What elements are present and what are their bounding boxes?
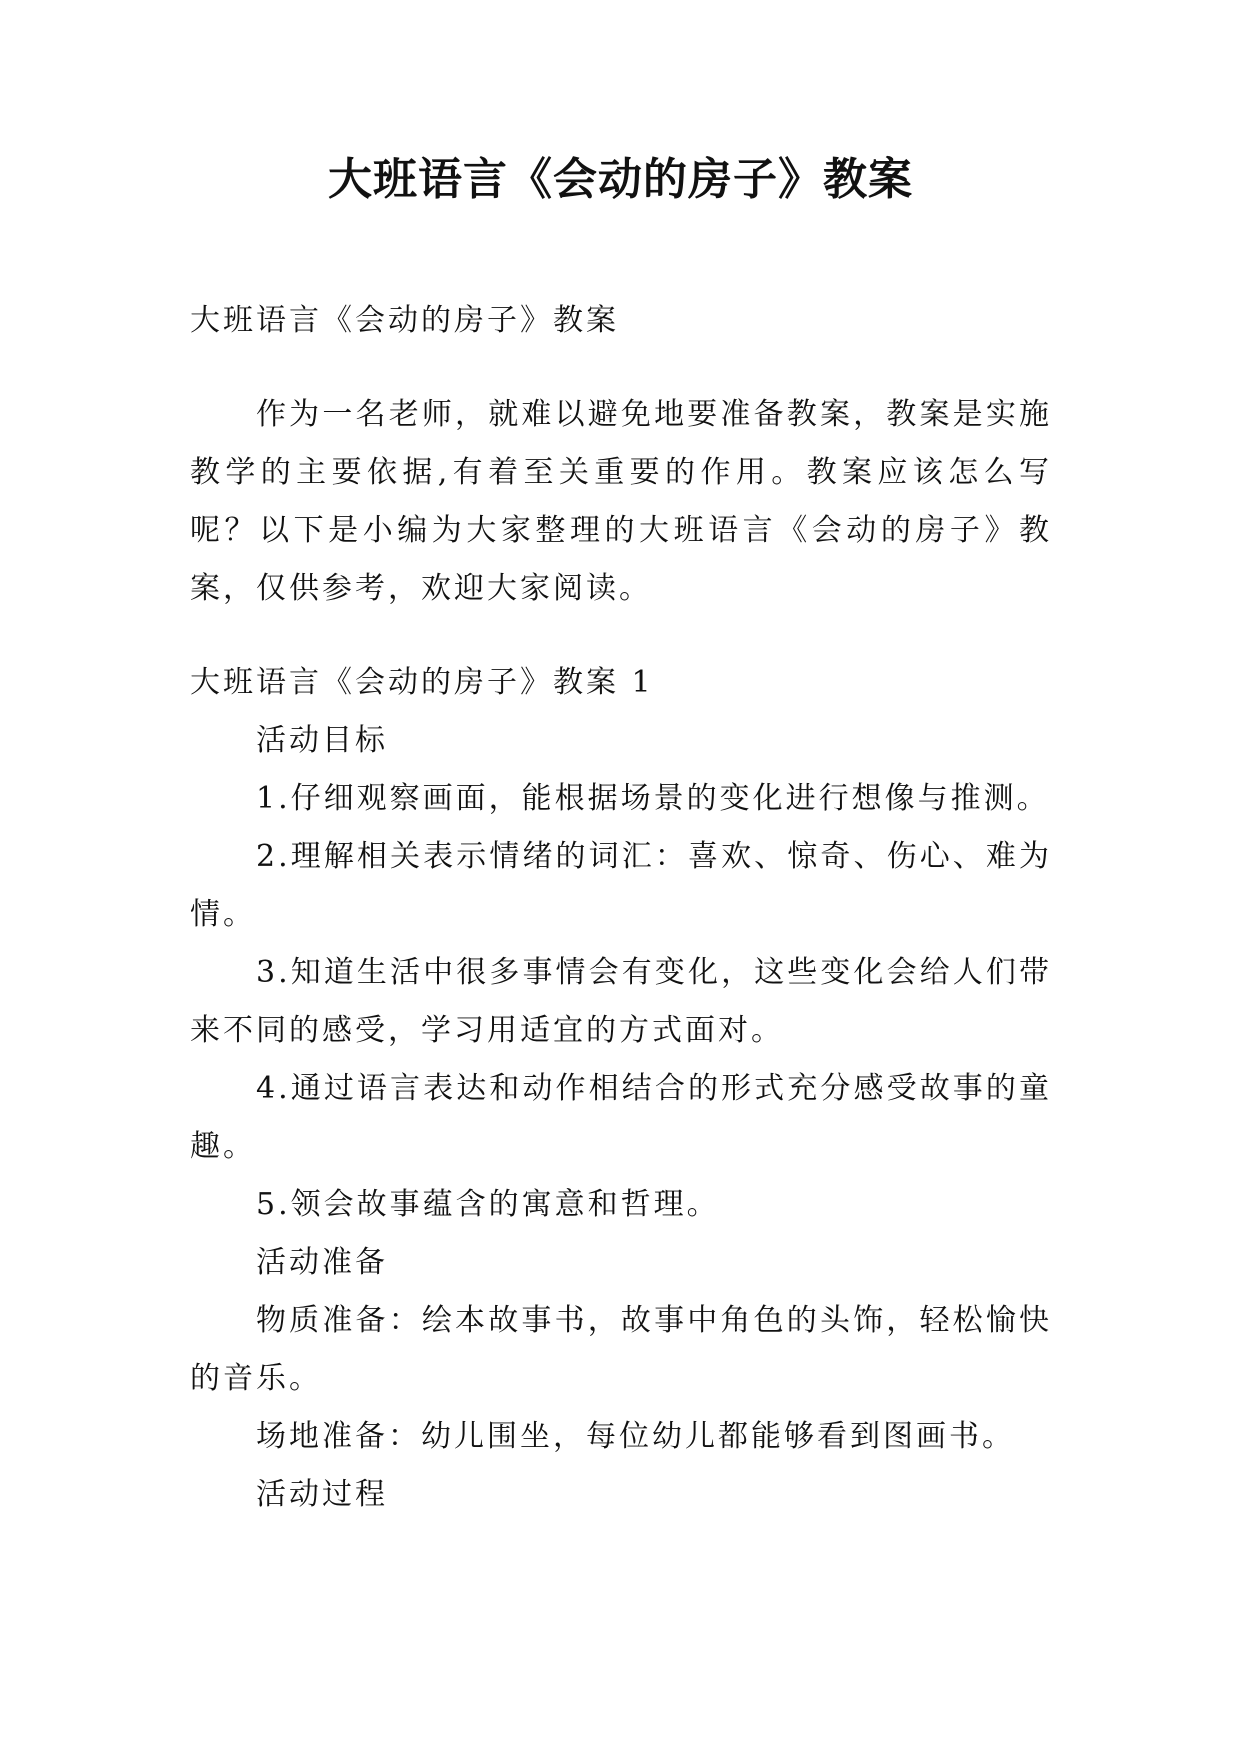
goal-item-4: 4.通过语言表达和动作相结合的形式充分感受故事的童趣。 <box>190 1071 1052 1164</box>
material-prep-paragraph: 物质准备：绘本故事书，故事中角色的头饰，轻松愉快的音乐。 <box>190 1303 1052 1396</box>
process-heading: 活动过程 <box>256 1477 388 1512</box>
goals-heading: 活动目标 <box>256 723 388 758</box>
goal-item-2: 2.理解相关表示情绪的词汇：喜欢、惊奇、伤心、难为情。 <box>190 839 1052 932</box>
section-heading: 大班语言《会动的房子》教案 1 <box>190 665 654 700</box>
prep-heading: 活动准备 <box>256 1245 388 1280</box>
document-subtitle: 大班语言《会动的房子》教案 <box>190 303 619 338</box>
document-title: 大班语言《会动的房子》教案 <box>328 154 913 205</box>
document-body <box>190 292 1052 1524</box>
intro-paragraph: 作为一名老师，就难以避免地要准备教案，教案是实施教学的主要依据,有着至关重要的作用。教案应该怎么写呢？以下是小编为大家整理的大班语言《会动的房子》教案，仅供参考，欢迎大家阅读。 <box>190 397 1052 606</box>
goal-item-1: 1.仔细观察画面，能根据场景的变化进行想像与推测。 <box>256 781 1050 816</box>
goal-item-3: 3.知道生活中很多事情会有变化，这些变化会给人们带来不同的感受，学习用适宜的方式面对。 <box>190 955 1052 1048</box>
venue-prep-paragraph: 场地准备：幼儿围坐，每位幼儿都能够看到图画书。 <box>256 1419 1015 1454</box>
goal-item-5: 5.领会故事蕴含的寓意和哲理。 <box>256 1187 720 1222</box>
